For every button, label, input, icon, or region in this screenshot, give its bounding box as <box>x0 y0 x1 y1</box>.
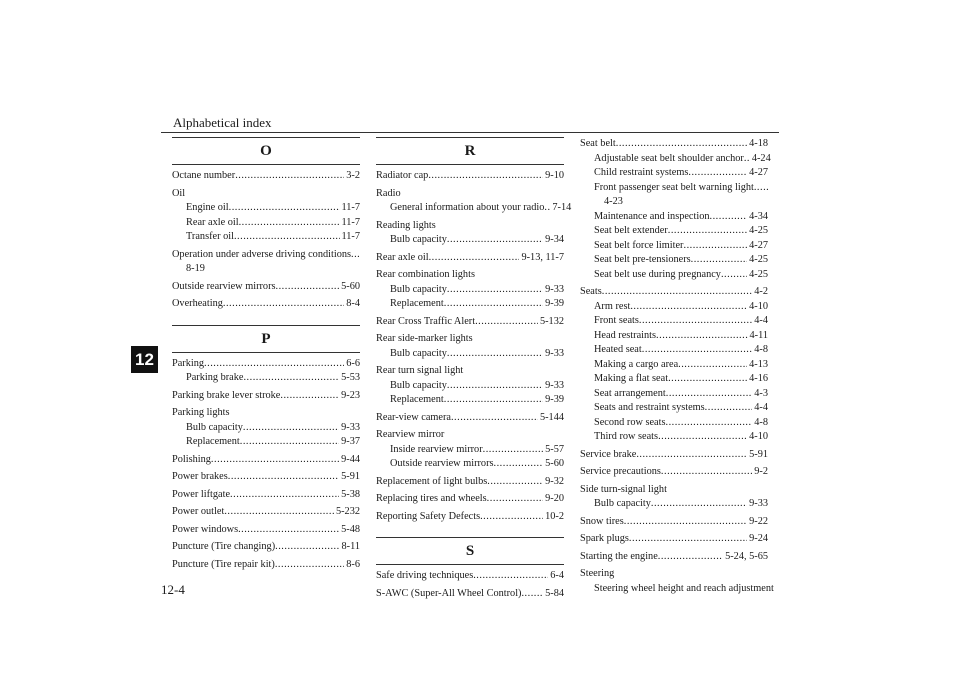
index-subentry[interactable]: Seat belt force limiter ..... 4-27 <box>580 239 768 254</box>
letter-heading-s: S <box>376 537 564 565</box>
index-subentry[interactable]: Steering wheel height and reach adjustment <box>594 582 774 594</box>
index-subentry[interactable]: Seat belt use during pregnancy ..... 4-25 <box>580 268 768 283</box>
index-entry[interactable]: Rear axle oil ..... 9-13, 11-7 <box>376 251 564 266</box>
index-entry[interactable]: Radiator cap ..... 9-10 <box>376 169 564 184</box>
index-entry[interactable]: Service brake ..... 5-91 <box>580 448 768 463</box>
index-subentry[interactable]: Parking brake ..... 5-53 <box>172 371 360 386</box>
index-subentry[interactable]: Making a flat seat ..... 4-16 <box>580 372 768 387</box>
index-subentry[interactable]: Arm rest ..... 4-10 <box>580 300 768 315</box>
index-subentry[interactable]: Heated seat ..... 4-8 <box>580 343 768 358</box>
index-subentry[interactable]: Second row seats ..... 4-8 <box>580 416 768 431</box>
index-group: Radio General information about your radio ..... 7-14 <box>376 187 564 216</box>
index-subentry[interactable]: General information about your radio ..... 7-14 <box>376 201 564 216</box>
index-subentry[interactable]: Front seats ..... 4-4 <box>580 314 768 329</box>
index-entry[interactable]: Power brakes ..... 5-91 <box>172 470 360 485</box>
index-subentry[interactable]: Child restraint systems ..... 4-27 <box>580 166 768 181</box>
index-entry[interactable]: Operation under adverse driving conditions ..... <box>172 248 360 263</box>
index-subentry[interactable]: Seat belt extender ..... 4-25 <box>580 224 768 239</box>
header-rule <box>161 132 779 133</box>
index-entry[interactable]: Seat belt ..... 4-18 <box>580 137 768 152</box>
page-header-title: Alphabetical index <box>173 115 272 130</box>
index-subentry[interactable]: Front passenger seat belt warning light ..... <box>580 181 768 196</box>
index-entry[interactable]: Replacing tires and wheels ..... 9-20 <box>376 492 564 507</box>
index-entry[interactable]: Octane number ..... 3-2 <box>172 169 360 184</box>
index-subentry[interactable]: Bulb capacity ..... 9-34 <box>376 233 564 248</box>
chapter-tab[interactable]: 12 <box>131 346 158 373</box>
index-subentry[interactable]: Bulb capacity ..... 9-33 <box>376 347 564 362</box>
index-column-1 <box>172 137 360 575</box>
index-subentry[interactable]: Outside rearview mirrors ..... 5-60 <box>376 457 564 472</box>
index-subentry[interactable]: Seats and restraint systems ..... 4-4 <box>580 401 768 416</box>
index-entry[interactable]: Rear-view camera ..... 5-144 <box>376 411 564 426</box>
index-subentry[interactable]: Transfer oil ..... 11-7 <box>172 230 360 245</box>
index-subentry[interactable]: Bulb capacity ..... 9-33 <box>580 497 768 512</box>
index-group: Side turn-signal light Bulb capacity ..... 9-33 <box>580 483 768 512</box>
index-entry[interactable]: Power outlet ..... 5-232 <box>172 505 360 520</box>
index-entry[interactable]: Seats ..... 4-2 <box>580 285 768 300</box>
index-group: Rear side-marker lights Bulb capacity ..... 9-33 <box>376 332 564 361</box>
index-subentry[interactable]: Seat belt pre-tensioners ..... 4-25 <box>580 253 768 268</box>
index-entry[interactable]: Outside rearview mirrors ..... 5-60 <box>172 280 360 295</box>
index-entry[interactable]: S-AWC (Super-All Wheel Control) ..... 5-84 <box>376 587 564 602</box>
index-entry[interactable]: Spark plugs ..... 9-24 <box>580 532 768 547</box>
index-entry[interactable]: Replacement of light bulbs ..... 9-32 <box>376 475 564 490</box>
index-group: Steering Steering wheel height and reach adjustment <box>580 567 768 596</box>
index-entry[interactable]: Puncture (Tire repair kit) ..... 8-6 <box>172 558 360 573</box>
letter-heading-o: O <box>172 137 360 165</box>
index-subentry[interactable]: Engine oil ..... 11-7 <box>172 201 360 216</box>
letter-heading-r: R <box>376 137 564 165</box>
index-subentry[interactable]: Rear axle oil ..... 11-7 <box>172 216 360 231</box>
index-subentry[interactable]: Making a cargo area ..... 4-13 <box>580 358 768 373</box>
index-subentry[interactable]: Seat arrangement ..... 4-3 <box>580 387 768 402</box>
index-group <box>580 285 768 445</box>
index-subentry[interactable]: Head restraints ..... 4-11 <box>580 329 768 344</box>
index-group: Reading lights Bulb capacity ..... 9-34 <box>376 219 564 248</box>
index-column-2 <box>376 137 572 604</box>
index-subentry[interactable]: Replacement ..... 9-39 <box>376 393 564 408</box>
index-entry[interactable]: Overheating ..... 8-4 <box>172 297 360 312</box>
index-entry[interactable]: Parking brake lever stroke ..... 9-23 <box>172 389 360 404</box>
index-subentry[interactable]: Adjustable seat belt shoulder anchor ..... 4-24 <box>580 152 768 167</box>
index-column-3 <box>580 137 774 599</box>
index-group: Parking lights Bulb capacity ..... 9-33 Replacement ..... 9-37 <box>172 406 360 450</box>
index-subentry[interactable]: Inside rearview mirror ..... 5-57 <box>376 443 564 458</box>
index-subentry[interactable]: Bulb capacity ..... 9-33 <box>376 379 564 394</box>
index-entry[interactable]: Starting the engine ..... 5-24, 5-65 <box>580 550 768 565</box>
index-subentry[interactable]: Replacement ..... 9-37 <box>172 435 360 450</box>
index-group: Rear combination lights Bulb capacity ..... 9-33 Replacement ..... 9-39 <box>376 268 564 312</box>
index-entry-page[interactable]: 8-19 <box>186 263 205 274</box>
index-subentry[interactable]: Third row seats ..... 4-10 <box>580 430 768 445</box>
index-group <box>172 357 360 386</box>
index-subentry[interactable]: Bulb capacity ..... 9-33 <box>376 283 564 298</box>
index-entry[interactable]: Power windows ..... 5-48 <box>172 523 360 538</box>
index-entry[interactable]: Polishing ..... 9-44 <box>172 453 360 468</box>
index-entry[interactable]: Rear Cross Traffic Alert ..... 5-132 <box>376 315 564 330</box>
index-group <box>580 137 771 282</box>
index-entry[interactable]: Service precautions ..... 9-2 <box>580 465 768 480</box>
index-entry[interactable]: Snow tires ..... 9-22 <box>580 515 768 530</box>
index-subentry[interactable]: Replacement ..... 9-39 <box>376 297 564 312</box>
index-subentry[interactable]: Bulb capacity ..... 9-33 <box>172 421 360 436</box>
index-entry[interactable]: Safe driving techniques ..... 6-4 <box>376 569 564 584</box>
letter-heading-p: P <box>172 325 360 353</box>
index-subentry[interactable]: Maintenance and inspection ..... 4-34 <box>580 210 768 225</box>
index-entry[interactable]: Puncture (Tire changing) ..... 8-11 <box>172 540 360 555</box>
index-entry[interactable]: Power liftgate ..... 5-38 <box>172 488 360 503</box>
index-entry[interactable]: Reporting Safety Defects ..... 10-2 <box>376 510 564 525</box>
index-group: Rearview mirror Inside rearview mirror ..... 5-57 Outside rearview mirrors ..... 5-60 <box>376 428 564 472</box>
index-entry[interactable]: Parking ..... 6-6 <box>172 357 360 372</box>
index-entry-page[interactable]: 4-23 <box>604 196 623 207</box>
index-group: Rear turn signal light Bulb capacity ..... 9-33 Replacement ..... 9-39 <box>376 364 564 408</box>
index-group: Oil Engine oil ..... 11-7 Rear axle oil ..... 11-7 Transfer oil ..... 11-7 <box>172 187 360 245</box>
page-number: 12-4 <box>161 582 185 597</box>
